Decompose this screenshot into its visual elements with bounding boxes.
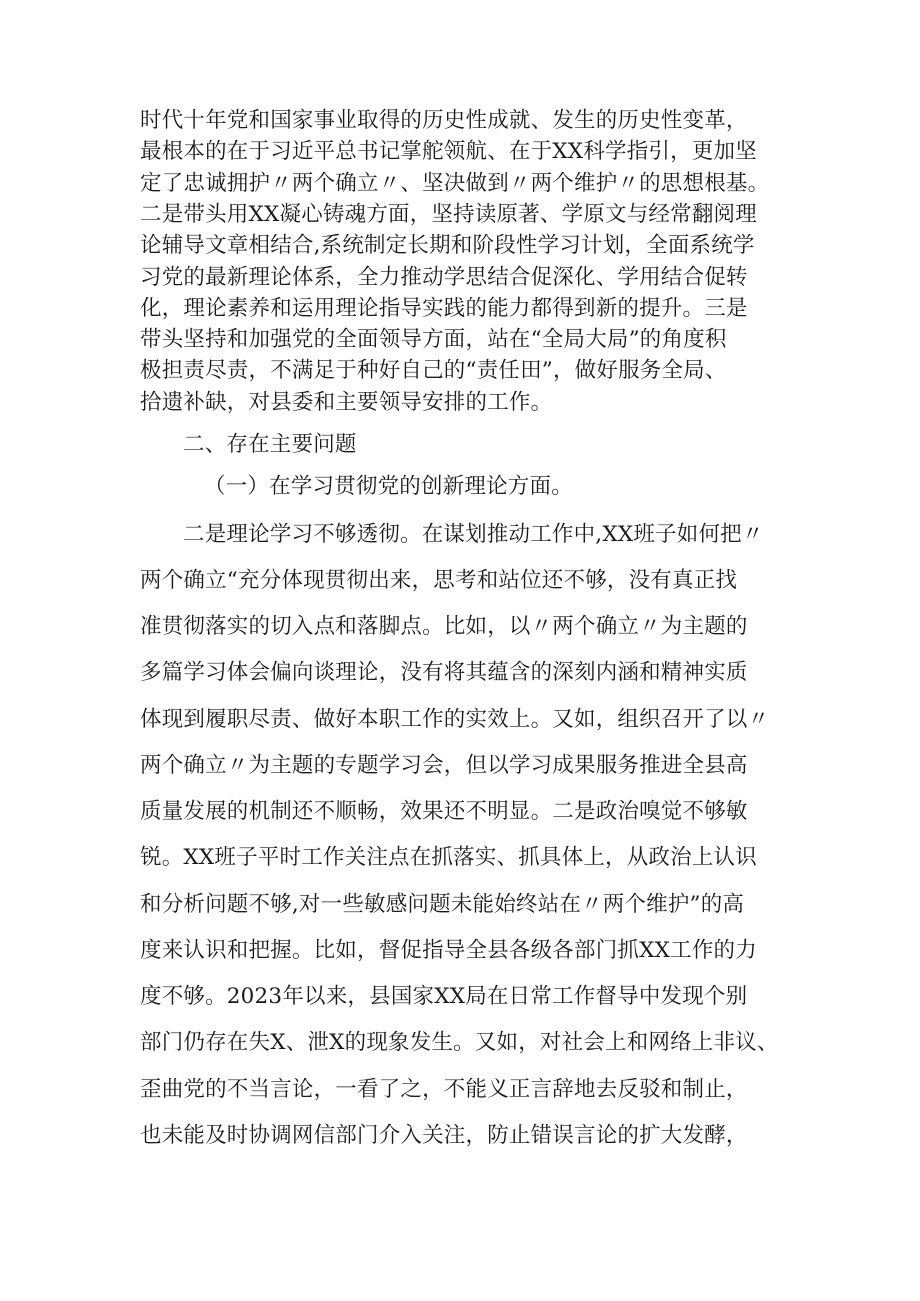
paragraph-line: 也未能及时协调网信部门介入关注，防止错误言论的扩大发酵， — [140, 1123, 748, 1148]
paragraph-line: 度来认识和把握。比如，督促指导全县各级各部门抓XX工作的力 — [140, 938, 757, 963]
paragraph-line: 习党的最新理论体系，全力推动学思结合促深化、学用结合促转 — [140, 265, 748, 290]
paragraph-line: 多篇学习体会偏向谈理论，没有将其蕴含的深刻内涵和精神实质 — [140, 660, 748, 685]
paragraph-line: 二是理论学习不够透彻。在谋划推动工作中,XX班子如何把〃 — [183, 522, 764, 547]
paragraph-line: 和分析问题不够,对一些敏感问题未能始终站在〃两个维护”的高 — [140, 892, 745, 917]
subsection-heading: （一）在学习贯彻党的创新理论方面。 — [204, 474, 573, 499]
paragraph-line: 锐。XX班子平时工作关注点在抓落实、抓具体上，从政治上认识 — [140, 845, 757, 870]
paragraph-line: 体现到履职尽责、做好本职工作的实效上。又如，组织召开了以〃 — [140, 707, 770, 732]
paragraph-line: 质量发展的机制还不顺畅，效果还不明显。二是政治嗅觉不够敏 — [140, 799, 748, 824]
paragraph-line: 歪曲党的不当言论，一看了之，不能义正言辞地去反驳和制止， — [140, 1077, 748, 1102]
paragraph-line: 准贯彻落实的切入点和落脚点。比如，以〃两个确立〃为主题的 — [140, 614, 748, 639]
paragraph-line: 带头坚持和加强党的全面领导方面，站在“全局大局”的角度积 — [140, 327, 727, 352]
paragraph-line: 时代十年党和国家事业取得的历史性成就、发生的历史性变革， — [140, 108, 748, 133]
paragraph-line: 化，理论素养和运用理论指导实践的能力都得到新的提升。三是 — [140, 296, 748, 321]
paragraph-line: 极担责尽责，不满足于种好自己的“责任田”，做好服务全局、 — [140, 358, 727, 383]
paragraph-line: 论辅导文章相结合,系统制定长期和阶段性学习计划，全面系统学 — [140, 233, 755, 258]
paragraph-line: 最根本的在于习近平总书记掌舵领航、在于XX科学指引，更加坚 — [140, 139, 757, 164]
paragraph-line: 部门仍存在失X、泄X的现象发生。又如，对社会上和网络上非议、 — [140, 1030, 779, 1055]
paragraph-line: 两个确立〃为主题的专题学习会，但以学习成果服务推进全县高 — [140, 753, 748, 778]
section-heading: 二、存在主要问题 — [183, 432, 357, 457]
paragraph-line: 定了忠诚拥护〃两个确立〃、坚决做到〃两个维护〃的思想根基。 — [140, 171, 770, 196]
paragraph-line: 两个确立“充分体现贯彻出来，思考和站位还不够，没有真正找 — [140, 568, 738, 593]
paragraph-line: 拾遗补缺，对县委和主要领导安排的工作。 — [140, 390, 553, 415]
paragraph-line: 二是带头用XX凝心铸魂方面，坚持读原著、学原文与经常翻阅理 — [140, 202, 757, 227]
paragraph-line: 度不够。2023年以来，县国家XX局在日常工作督导中发现个别 — [140, 984, 748, 1009]
